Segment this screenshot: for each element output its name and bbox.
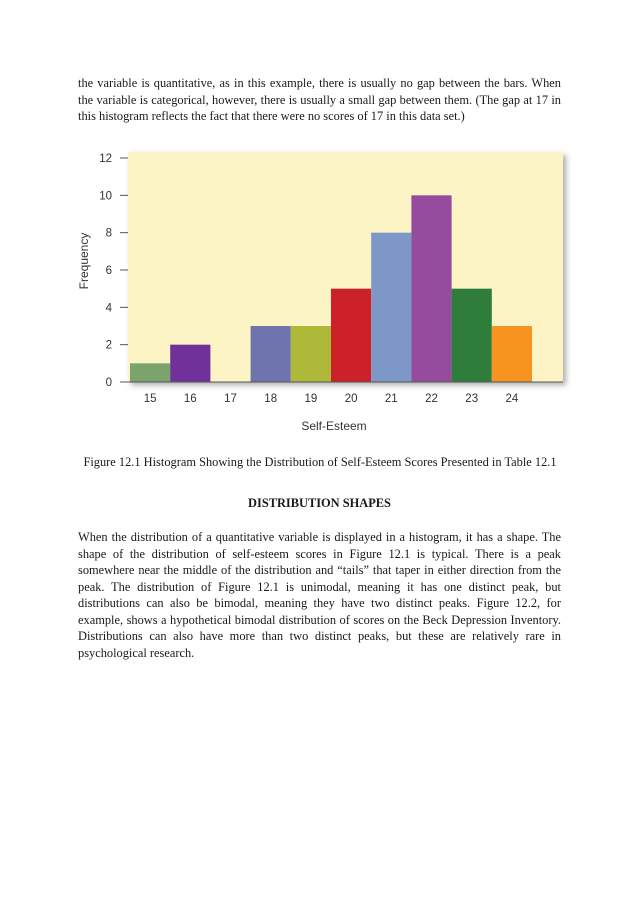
bar-22 (411, 195, 451, 382)
x-tick-label: 17 (224, 393, 237, 405)
body-paragraph: When the distribution of a quantitative variable is displayed in a histogram, it has a shape. The shape of the distribution of self-esteem scores in Figure 12.1 is typical. There is a peak somewhere near the middle of the distribution and “tails” that taper in either direction from the peak. The distribution of Figure 12.1 is unimodal, meaning it has one distinct peak, but distributions can also be bimodal, meaning they have two distinct peaks. Figure 12.2, for example, shows a hypothetical bimodal distribution of scores on the Beck Depression Inventory. Distributions can also have more than two distinct peaks, but these are relatively rare in psychological research. (78, 530, 561, 660)
x-tick-label: 19 (304, 393, 318, 405)
bar-23 (452, 289, 492, 382)
bar-24 (492, 326, 532, 382)
y-tick-label: 0 (105, 377, 112, 389)
y-tick-label: 4 (105, 302, 112, 315)
y-tick-label: 10 (99, 190, 112, 203)
x-tick-label: 22 (425, 393, 438, 405)
x-tick-label: 18 (264, 393, 278, 405)
x-tick-label: 16 (183, 393, 197, 405)
x-tick-label: 21 (384, 393, 398, 405)
y-tick-label: 2 (105, 339, 112, 352)
figure-caption: Figure 12.1 Histogram Showing the Distribution of Self-Esteem Scores Presented in Table 12.1 (83, 455, 557, 469)
y-tick-label: 8 (105, 227, 112, 240)
x-axis-label: Self-Esteem (301, 419, 367, 433)
bar-20 (331, 289, 371, 382)
bar-16 (170, 345, 210, 382)
section-heading: DISTRIBUTION SHAPES (248, 496, 391, 510)
y-tick-label: 6 (105, 265, 112, 277)
x-tick-label: 15 (143, 393, 157, 405)
y-axis-label: Frequency (77, 232, 91, 290)
intro-paragraph: the variable is quantitative, as in this example, there is usually no gap between the bars. When the variable is categorical, however, there is usually a small gap between them. (The gap at 17 in this histogram reflects the fact that there were no scores of 17 in this data set.) (78, 76, 561, 123)
x-tick-label: 24 (505, 393, 519, 405)
histogram-figure (74, 138, 574, 438)
x-tick-label: 20 (344, 393, 358, 405)
x-tick-label: 23 (465, 393, 479, 405)
bar-18 (251, 326, 291, 382)
bar-21 (371, 233, 411, 382)
y-tick-label: 12 (99, 153, 112, 165)
histogram-chart (74, 138, 574, 438)
bar-19 (291, 326, 331, 382)
bar-15 (130, 363, 170, 382)
